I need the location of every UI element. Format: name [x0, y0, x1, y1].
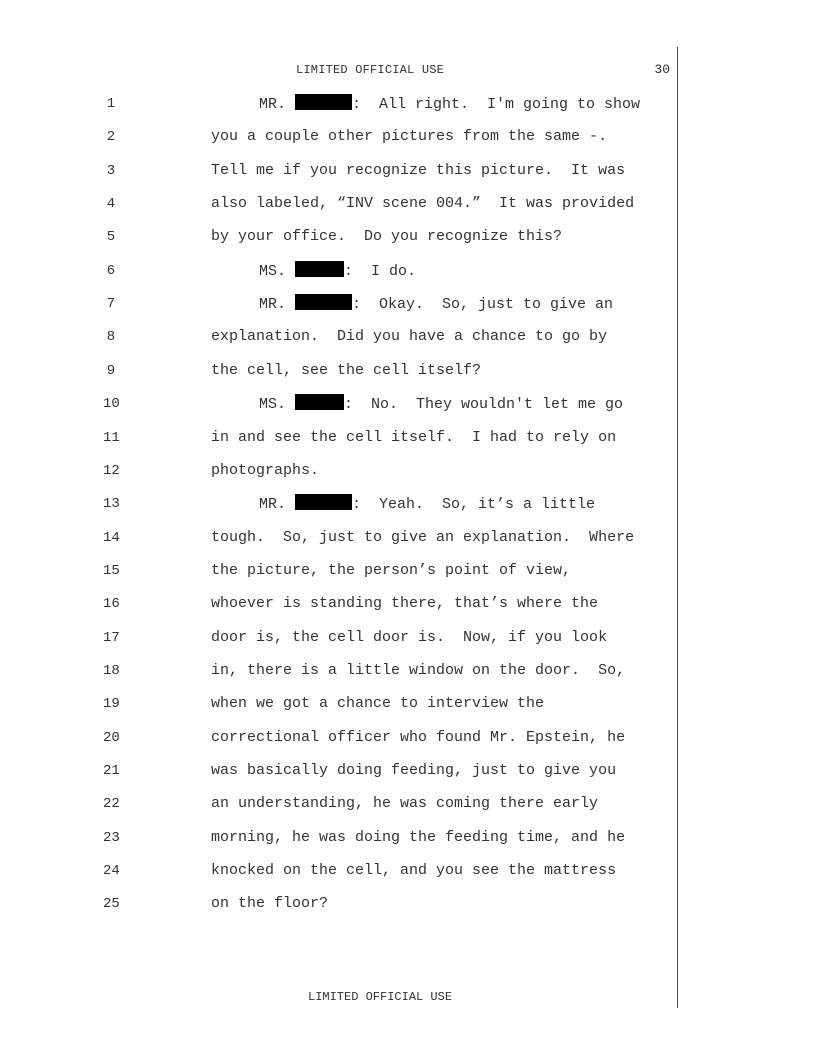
line-text: explanation. Did you have a chance to go by: [211, 328, 608, 345]
speaker-text: : I do.: [344, 263, 417, 280]
line-number: 2: [106, 129, 116, 145]
line-number: 1: [106, 96, 116, 112]
footer-title: LIMITED OFFICIAL USE: [308, 990, 453, 1004]
line-text: when we got a chance to interview the: [211, 695, 545, 712]
speaker-prefix: MR.: [259, 296, 296, 313]
line-number: 4: [106, 196, 116, 212]
line-number: 7: [106, 296, 116, 312]
line-number: 24: [103, 863, 120, 879]
line-number: 9: [106, 363, 116, 379]
line-text: by your office. Do you recognize this?: [211, 228, 563, 245]
line-number: 11: [103, 430, 120, 446]
line-number: 5: [106, 229, 116, 245]
line-text: [259, 494, 595, 515]
speaker-prefix: MS.: [259, 396, 296, 413]
line-text: door is, the cell door is. Now, if you look: [211, 629, 608, 646]
line-number: 23: [103, 830, 120, 846]
line-text: whoever is standing there, that’s where the: [211, 595, 599, 612]
speaker-prefix: MR.: [259, 496, 296, 513]
redaction-box: [295, 294, 352, 310]
line-text: [259, 261, 416, 282]
line-text: morning, he was doing the feeding time, and he: [211, 829, 626, 846]
line-text: you a couple other pictures from the same -.: [211, 128, 608, 145]
line-number: 6: [106, 263, 116, 279]
line-number: 14: [103, 530, 120, 546]
redaction-box: [295, 394, 344, 410]
line-text: photographs.: [211, 462, 320, 479]
line-number: 18: [103, 663, 120, 679]
redaction-box: [295, 261, 344, 277]
line-text: correctional officer who found Mr. Epstein, he: [211, 729, 626, 746]
line-text: was basically doing feeding, just to give you: [211, 762, 617, 779]
line-text: [259, 394, 623, 415]
line-number: 3: [106, 163, 116, 179]
speaker-text: : Okay. So, just to give an: [352, 296, 614, 313]
line-number: 13: [103, 496, 120, 512]
line-number: 12: [103, 463, 120, 479]
line-text: Tell me if you recognize this picture. It was: [211, 162, 626, 179]
line-text: [259, 94, 640, 115]
line-number: 20: [103, 730, 120, 746]
speaker-text: : Yeah. So, it’s a little: [352, 496, 596, 513]
right-margin-rule: [677, 47, 678, 1008]
speaker-text: : No. They wouldn't let me go: [344, 396, 624, 413]
line-text: in and see the cell itself. I had to rely on: [211, 429, 617, 446]
line-number: 17: [103, 630, 120, 646]
line-number: 8: [106, 329, 116, 345]
line-number: 16: [103, 596, 120, 612]
line-number: 25: [103, 896, 120, 912]
line-text: in, there is a little window on the door. So,: [211, 662, 626, 679]
line-number: 22: [103, 796, 120, 812]
redaction-box: [295, 494, 352, 510]
page-number: 30: [654, 62, 670, 77]
line-text: [259, 294, 613, 315]
line-text: on the floor?: [211, 895, 329, 912]
line-number: 21: [103, 763, 120, 779]
line-number: 10: [103, 396, 120, 412]
line-number: 19: [103, 696, 120, 712]
line-text: knocked on the cell, and you see the mattress: [211, 862, 617, 879]
line-text: the picture, the person’s point of view,: [211, 562, 572, 579]
line-text: tough. So, just to give an explanation. Where: [211, 529, 635, 546]
header-title: LIMITED OFFICIAL USE: [296, 63, 445, 77]
line-text: an understanding, he was coming there early: [211, 795, 599, 812]
speaker-prefix: MR.: [259, 96, 296, 113]
line-text: the cell, see the cell itself?: [211, 362, 482, 379]
redaction-box: [295, 94, 352, 110]
speaker-prefix: MS.: [259, 263, 296, 280]
line-number: 15: [103, 563, 120, 579]
speaker-text: : All right. I'm going to show: [352, 96, 641, 113]
line-text: also labeled, “INV scene 004.” It was provided: [211, 195, 635, 212]
